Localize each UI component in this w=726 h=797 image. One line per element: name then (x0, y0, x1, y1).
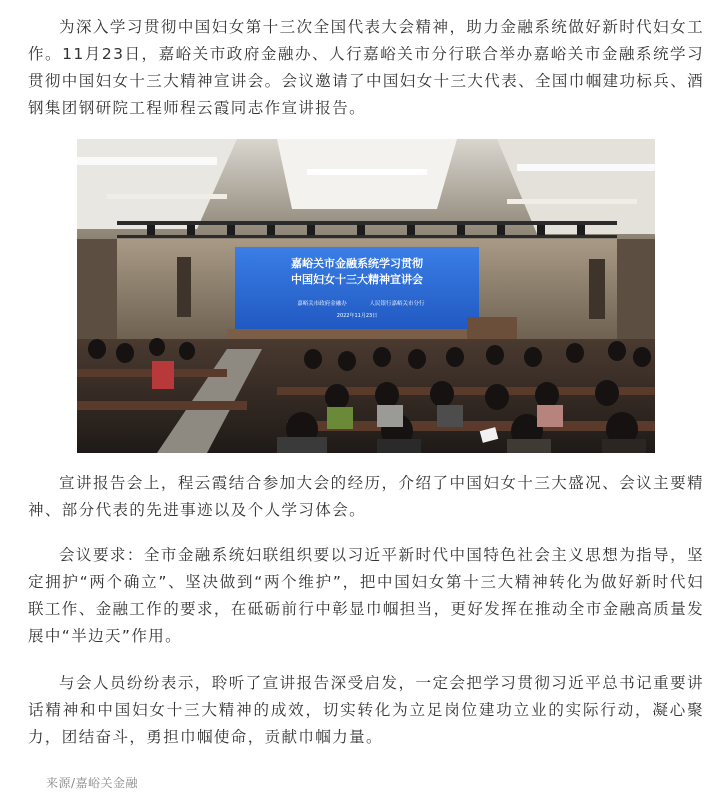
screen-sub-right: 人民银行嘉峪关市分行 (369, 301, 425, 307)
screen-title-line2: 中国妇女十三大精神宣讲会 (291, 273, 423, 286)
meeting-photo (77, 139, 655, 453)
meeting-photo-scene (77, 139, 655, 453)
article-paragraph-1: 为深入学习贯彻中国妇女第十三次全国代表大会精神，助力金融系统做好新时代妇女工作。11月23日，嘉峪关市政府金融办、人行嘉峪关市分行联合举办嘉峪关市金融系统学习贯彻中国妇女十三大精神宣讲会。会议邀请了中国妇女十三大代表、全国巾帼建功标兵、酒钢集团钢研院工程师程云霞同志作宣讲报告。 (28, 18, 705, 117)
screen-title-line1: 嘉峪关市金融系统学习贯彻 (291, 257, 423, 270)
article-paragraph-3: 会议要求：全市金融系统妇联组织要以习近平新时代中国特色社会主义思想为指导，坚定拥护“两个确立”、坚决做到“两个维护”，把中国妇女第十三大精神转化为做好新时代妇联工作、金融工作的要求，在砥砺前行中彰显巾帼担当，更好发挥在推动全市金融高质量发展中“半边天”作用。 (28, 546, 705, 645)
article-source: 来源/嘉峪关金融 (46, 776, 139, 790)
screen-date: 2022年11月23日 (336, 313, 378, 319)
screen-sub-left: 嘉峪关市政府金融办 (297, 301, 347, 307)
article-paragraph-4: 与会人员纷纷表示，聆听了宣讲报告深受启发，一定会把学习贯彻习近平总书记重要讲话精神和中国妇女十三大精神的成效，切实转化为立足岗位建功立业的实际行动，凝心聚力，团结奋斗，勇担巾帼使命，贡献巾帼力量。 (28, 674, 704, 746)
article-paragraph-2: 宣讲报告会上，程云霞结合参加大会的经历，介绍了中国妇女十三大盛况、会议主要精神、部分代表的先进事迹以及个人学习体会。 (28, 474, 704, 519)
